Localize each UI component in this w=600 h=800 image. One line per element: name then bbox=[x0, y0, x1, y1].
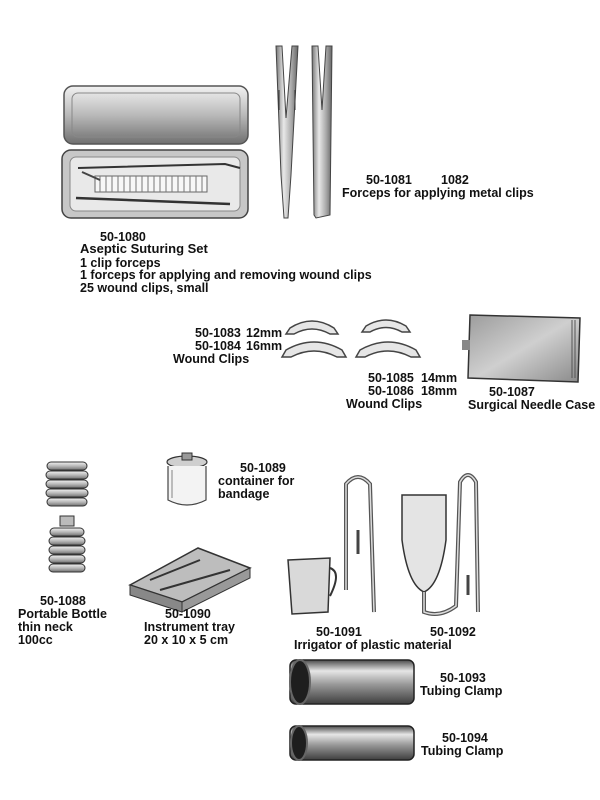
clips-small-size-b: 16mm bbox=[246, 339, 283, 353]
clips-small-code-a: 50-1083 bbox=[195, 326, 241, 340]
tray-code: 50-1090 bbox=[165, 607, 211, 621]
suturing-set-lid bbox=[64, 86, 248, 144]
tubing-clamp-2-illustration bbox=[290, 726, 414, 760]
irrigator-code-b: 50-1092 bbox=[430, 625, 476, 639]
suturing-set-code: 50-1080 bbox=[100, 230, 146, 244]
forceps-code-b: 1082 bbox=[441, 173, 469, 187]
clips-large-size-a: 14mm bbox=[421, 371, 458, 385]
bottle-code: 50-1088 bbox=[40, 594, 86, 608]
bottle-line-2: thin neck bbox=[18, 620, 73, 634]
tubing-clamp-1-illustration bbox=[290, 660, 414, 704]
clips-small-code-b: 50-1084 bbox=[195, 339, 241, 353]
clips-large-code-a: 50-1085 bbox=[368, 371, 414, 385]
tubing-clamp-2-desc: Tubing Clamp bbox=[421, 744, 504, 758]
clips-small-size-a: 12mm bbox=[246, 326, 283, 340]
suturing-set-line-3: 25 wound clips, small bbox=[80, 281, 209, 295]
bottle-line-3: 100cc bbox=[18, 633, 53, 647]
suturing-set-line-2: 1 forceps for applying and removing wound clips bbox=[80, 268, 372, 282]
tubing-clamp-1-code: 50-1093 bbox=[440, 671, 486, 685]
tray-line-2: 20 x 10 x 5 cm bbox=[144, 633, 229, 647]
irrigator-jug-illustration bbox=[288, 477, 374, 614]
needle-case-desc: Surgical Needle Case bbox=[468, 398, 596, 412]
tray-line-1: Instrument tray bbox=[144, 620, 235, 634]
forceps-code-a: 50-1081 bbox=[366, 173, 412, 187]
irrigator-bag-illustration bbox=[402, 475, 478, 614]
needle-case-illustration bbox=[462, 315, 580, 382]
needle-case-code: 50-1087 bbox=[489, 385, 535, 399]
forceps-desc: Forceps for applying metal clips bbox=[342, 186, 534, 200]
wound-clips-small-illustration bbox=[282, 321, 346, 357]
suturing-set-title: Aseptic Suturing Set bbox=[80, 241, 208, 256]
suturing-set-line-1: 1 clip forceps bbox=[80, 256, 161, 270]
tubing-clamp-1-desc: Tubing Clamp bbox=[420, 684, 503, 698]
wound-clips-large-illustration bbox=[356, 320, 420, 357]
bandage-container-illustration bbox=[167, 453, 207, 505]
container-code: 50-1089 bbox=[240, 461, 286, 475]
clips-large-code-b: 50-1086 bbox=[368, 384, 414, 398]
clips-small-desc: Wound Clips bbox=[173, 352, 250, 366]
tubing-clamp-2-code: 50-1094 bbox=[442, 731, 488, 745]
bottle-line-1: Portable Bottle bbox=[18, 607, 107, 621]
irrigator-desc: Irrigator of plastic material bbox=[294, 638, 452, 652]
instrument-tray-illustration bbox=[130, 548, 250, 612]
forceps-illustration bbox=[276, 46, 332, 218]
container-line-1: container for bbox=[218, 474, 295, 488]
container-line-2: bandage bbox=[218, 487, 270, 501]
irrigator-code-a: 50-1091 bbox=[316, 625, 362, 639]
suturing-set-box bbox=[62, 150, 248, 218]
portable-bottle-illustration bbox=[46, 462, 88, 572]
clips-large-desc: Wound Clips bbox=[346, 397, 423, 411]
clips-large-size-b: 18mm bbox=[421, 384, 458, 398]
